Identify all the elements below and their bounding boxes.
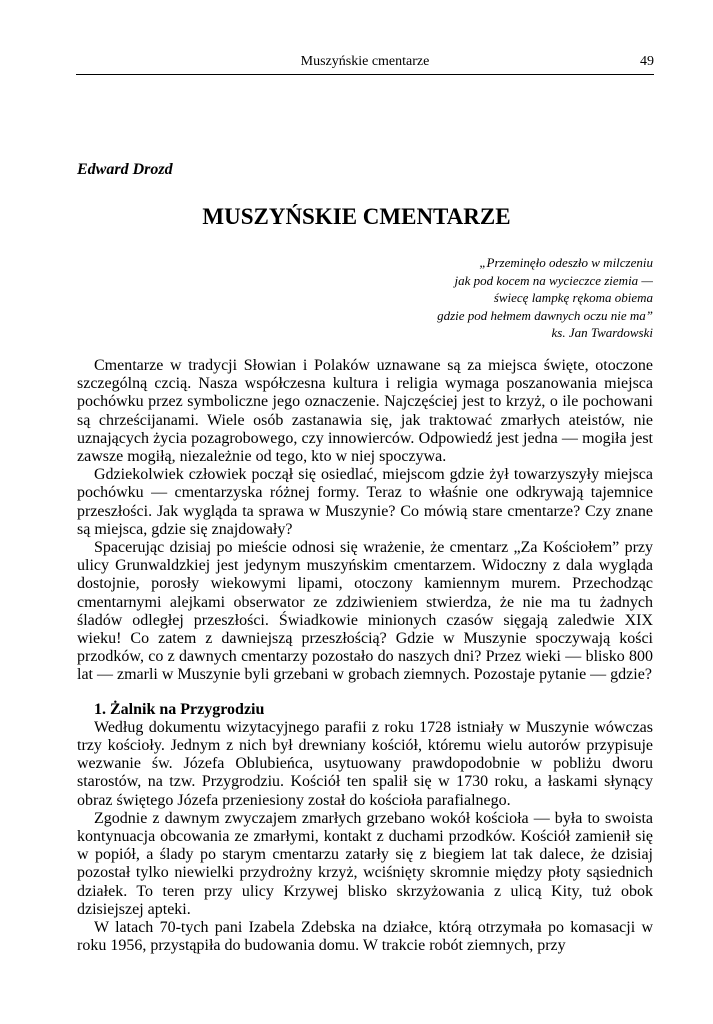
paragraph: Gdziekolwiek człowiek począł się osiedlać, miejscom gdzie żył towarzyszyły miejsca pochówku — cmentarzyska różnej formy. Teraz to właśnie one odkrywają tajemnice przeszłości. Jak wygląda ta sprawa w Muszynie? Co mówią stare cmentarze? Czy znane są miejsca, gdzie się znajdowały? — [77, 466, 653, 538]
running-head — [76, 52, 654, 75]
epigraph-line: jak pod kocem na wycieczce ziemia — — [454, 272, 653, 288]
article-body — [77, 357, 653, 956]
epigraph-line: gdzie pod hełmem dawnych oczu nie ma” — [437, 307, 653, 323]
epigraph-line: świecę lampkę rękoma obiema — [493, 290, 653, 306]
paragraph: Cmentarze w tradycji Słowian i Polaków uznawane są za miejsca święte, otoczone szczególną czcią. Nasza współczesna kultura i religia wymaga poszanowania miejsca pochówku przez symboliczne jego oznaczenie. Najczęściej jest to krzyż, o ile pochowani są chrześcijanami. Wiele osób zastanawia się, jak traktować zmarłych ateistów, nie uznających życia pozagrobowego, czy innowierców. Odpowiedź jest jedna — mogiła jest zawsze mogiłą, niezależnie od tego, kto w niej spoczywa. — [77, 357, 653, 466]
epigraph-line: „Przeminęło odeszło w milczeniu — [479, 255, 653, 270]
epigraph-attribution: ks. Jan Twardowski — [551, 325, 653, 341]
article-title: MUSZYŃSKIE CMENTARZE — [202, 204, 511, 229]
paragraph: Według dokumentu wizytacyjnego parafii z roku 1728 istniały w Muszynie wówczas trzy kościoły. Jednym z nich był drewniany kościół, któremu wielu autorów przypisuje wezwanie św. Józefa Oblubieńca, usytuowany prawdopodobnie w pobliżu dworu starostów, na tzw. Przygrodziu. Kościół ten spalił się w 1730 roku, a łaskami słynący obraz świętego Józefa przeniesiony został do kościoła parafialnego. — [77, 718, 653, 809]
epigraph — [437, 254, 653, 342]
running-title: Muszyńskie cmentarze — [300, 54, 430, 69]
author-name: Edward Drozd — [77, 161, 173, 178]
page-number: 49 — [640, 54, 654, 69]
section-heading: 1. Żalnik na Przygrodziu — [94, 700, 265, 718]
paragraph: Zgodnie z dawnym zwyczajem zmarłych grzebano wokół kościoła — była to swoista kontynuacja obcowania ze zmarłymi, kontakt z duchami przodków. Kościół zamienił się w popiół, a ślady po starym cmentarzu zatarły się z biegiem lat tak dalece, że dzisiaj pozostał tylko niewielki przydrożny krzyż, wciśnięty skromnie między płoty sąsiednich działek. To teren przy ulicy Krzywej blisko skrzyżowania z ulicą Kity, tuż obok dzisiejszej apteki. — [77, 809, 653, 918]
paragraph: Spacerując dzisiaj po mieście odnosi się wrażenie, że cmentarz „Za Kościołem” przy ulicy Grunwaldzkiej jest jedynym muszyńskim cmentarzem. Widoczny z dala wygląda dostojnie, porosły wiekowymi lipami, otoczony kamiennym murem. Przechodząc cmentarnymi alejkami obserwator ze zdziwieniem stwierdza, że nie ma tu żadnych śladów odległej przeszłości. Świadkowie minionych czasów sięgają zaledwie XIX wieku! Co zatem z dawniejszą przeszłością? Gdzie w Muszynie spoczywają kości przodków, co z dawnych cmentarzy pozostało do naszych dni? Przez wieki — blisko 800 lat — zmarli w Muszynie byli grzebani w grobach ziemnych. Pozostaje pytanie — gdzie? — [77, 539, 653, 684]
paragraph: W latach 70-tych pani Izabela Zdebska na działce, którą otrzymała po komasacji w roku 1956, przystąpiła do budowania domu. W trakcie robót ziemnych, przy — [77, 919, 653, 955]
